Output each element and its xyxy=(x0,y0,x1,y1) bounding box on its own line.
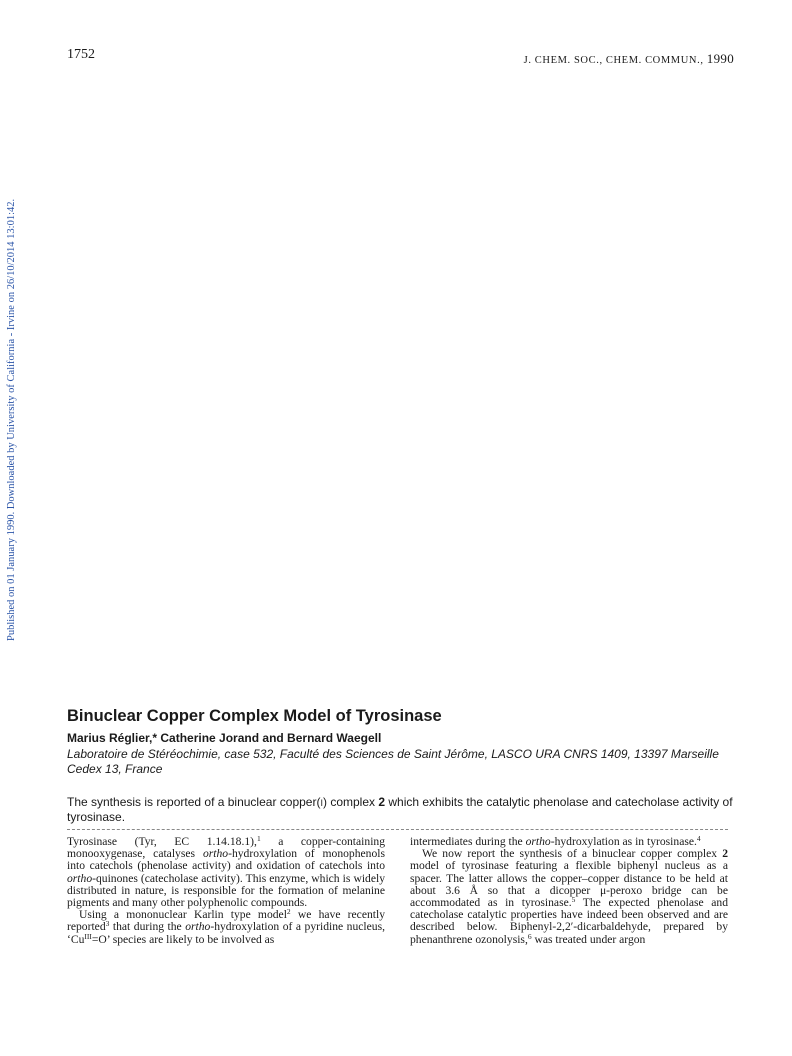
reference-marker: 1 xyxy=(256,834,261,843)
body-paragraph: intermediates during the ortho-hydroxylation as in tyrosinase.$^4$ xyxy=(410,834,701,848)
journal-name: J. CHEM. SOC., CHEM. COMMUN., xyxy=(523,55,704,66)
body-paragraph: Tyrosinase (Tyr, EC 1.14.18.1),$^1$ a copper-containing monooxygenase, catalyses ortho-hydroxylation of monophenols into catechols (phenolase activity) and oxidation of catechols into ortho-quinones (catecholase activity). This enzyme, which is widely distributed in nature, is responsible for the formation of melanine pigments and many other polyphenolic compounds. xyxy=(67,834,386,910)
page-number: 1752 xyxy=(67,47,95,62)
reference-marker: 3 xyxy=(105,919,110,929)
body-column-right xyxy=(410,836,728,946)
reference-marker: 2 xyxy=(286,907,291,917)
body-column-left xyxy=(67,836,385,946)
article-affiliation: Laboratoire de Stéréochimie, case 532, Faculté des Sciences de Saint Jérôme, LASCO URA CNRS 1409, 13397 Marseille Cedex 13, France xyxy=(67,747,719,776)
journal-year: 1990 xyxy=(706,51,734,66)
body-paragraph: We now report the synthesis of a binuclear copper complex 2 model of tyrosinase featuring a flexible biphenyl nucleus as a spacer. The latter allows the copper–copper distance to be held at about 3.6 Å so that a dicopper μ-peroxo bridge can be accommodated as in tyrosinase.$^5$ The expected phenolase and catecholase catalytic properties have indeed been observed and are described below. Biphenyl-2,2′-dicarbaldehyde, prepared by phenanthrene ozonolysis,$^6$ was treated under argon xyxy=(410,847,729,946)
reference-marker: 6 xyxy=(527,931,532,941)
running-head xyxy=(524,51,734,67)
section-divider xyxy=(67,829,728,830)
reference-marker: 4 xyxy=(696,834,701,843)
article-abstract: The synthesis is reported of a binuclear copper(I) complex 2 which exhibits the catalytic phenolase and catecholase activity of tyrosinase. xyxy=(67,795,733,824)
article-title: Binuclear Copper Complex Model of Tyrosinase xyxy=(67,707,442,725)
article-authors: Marius Réglier,* Catherine Jorand and Bernard Waegell xyxy=(67,731,382,745)
reference-marker: 5 xyxy=(571,895,576,905)
download-watermark[interactable]: Published on 01 January 1990. Downloaded by University of California - Irvine on 26/10/2014 13:01:42. xyxy=(6,198,17,641)
body-paragraph: Using a mononuclear Karlin type model$^2$ we have recently reported$^3$ that during the ortho-hydroxylation of a pyridine nucleus, ‘$Cu^{III}=O$’ species are likely to be involved as xyxy=(67,907,386,946)
